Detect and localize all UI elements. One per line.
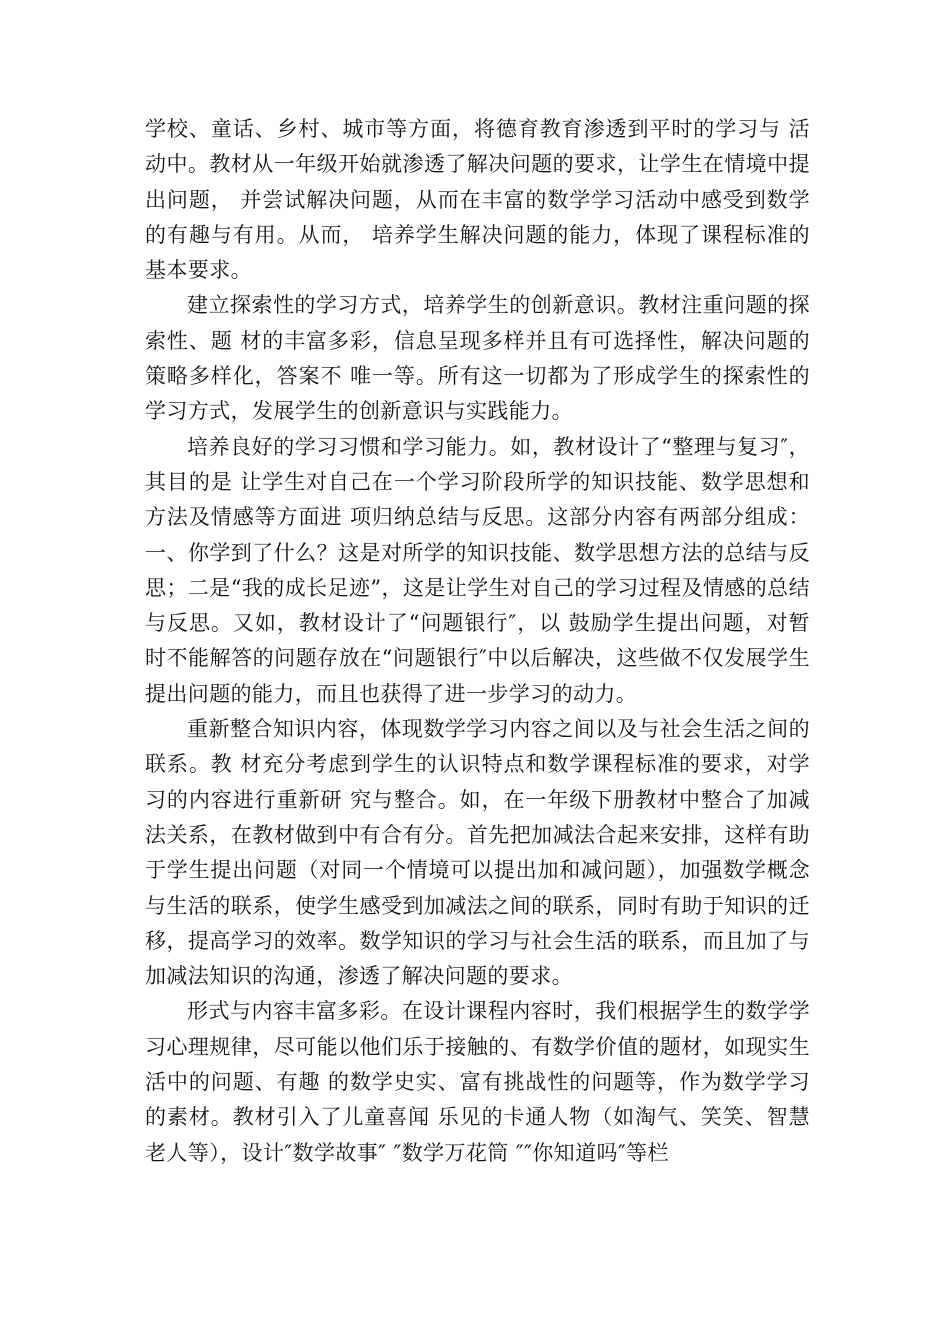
paragraph: 重新整合知识内容，体现数学学习内容之间以及与社会生活之间的联系。教 材充分考虑到学生的认识特点和数学课程标准的要求，对学习的内容进行重新研 究与整合。如，在一年级下册教材中整合了加减法关系，在教材做到中有合有分。首先把加减法合起来安排，这样有助于学生提出问题（对同一个情境可以提出加和减问题），加强数学概念与生活的联系，使学生感受到加减法之间的联系，同时有助于知识的迁移，提高学习的效率。数学知识的学习与社会生活的联系，而且加了与加减法知识的沟通，渗透了解决问题的要求。 — [145, 717, 810, 989]
paragraph: 培养良好的学习习惯和学习能力。如，教材设计了“整理与复习″，其目的是 让学生对自己在一个学习阶段所学的知识技能、数学思想和方法及情感等方面进 项归纳总结与反思。这部分内容有两部分组成：一、你学到了什么？这是对所学的知识技能、数学思想方法的总结与反思；二是“我的成长足迹”，这是让学生对自己的学习过程及情感的总结与反思。又如，教材设计了“问题银行″，以 鼓励学生提出问题，对暂时不能解答的问题存放在“问题银行″中以后解决，这些做不仅发展学生提出问题的能力，而且也获得了进一步学习的动力。 — [145, 434, 810, 706]
paragraph: 学校、童话、乡村、城市等方面，将德育教育渗透到平时的学习与 活动中。教材从一年级开始就渗透了解决问题的要求，让学生在情境中提出问题， 并尝试解决问题，从而在丰富的数学学习活动中感受到数学的有趣与有用。从而， 培养学生解决问题的能力，体现了课程标准的基本要求。 — [145, 117, 810, 283]
paragraph: 形式与内容丰富多彩。在设计课程内容时，我们根据学生的数学学习心理规律，尽可能以他们乐于接触的、有数学价值的题材，如现实生活中的问题、有趣 的数学史实、富有挑战性的问题等，作为数学学习的素材。教材引入了儿童喜闻 乐见的卡通人物（如淘气、笑笑、智慧老人等），设计″数学故事″ ″数学万花筒 ″″你知道吗″等栏 — [145, 999, 810, 1165]
paragraph: 建立探索性的学习方式，培养学生的创新意识。教材注重问题的探索性、题 材的丰富多彩，信息呈现多样并且有可选择性，解决问题的策略多样化，答案不 唯一等。所有这一切都为了形成学生的探索性的学习方式，发展学生的创新意识与实践能力。 — [145, 293, 810, 424]
body-text — [145, 112, 810, 1171]
